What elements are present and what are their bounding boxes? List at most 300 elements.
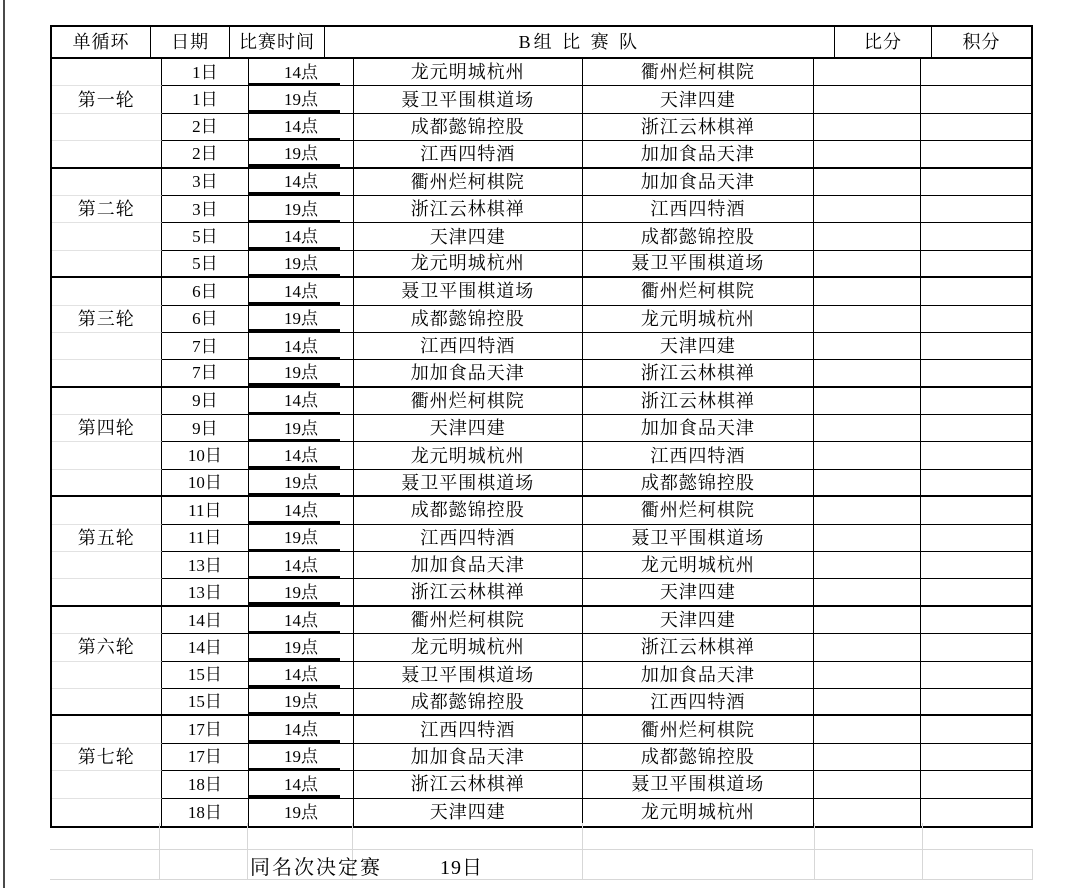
score-cell[interactable]	[814, 86, 922, 113]
round-label-cell[interactable]	[52, 552, 162, 579]
points-cell[interactable]	[921, 306, 1031, 333]
time-cell[interactable]	[249, 306, 354, 333]
score-cell[interactable]	[814, 306, 922, 333]
team1-cell-text: 龙元明城杭州	[410, 62, 525, 83]
points-cell[interactable]	[921, 799, 1031, 826]
score-cell[interactable]	[814, 662, 922, 689]
match-row	[52, 442, 1031, 469]
date-cell[interactable]	[162, 579, 250, 606]
header-cell-teams[interactable]	[325, 27, 835, 57]
points-cell[interactable]	[921, 114, 1031, 141]
header-date-text: 日期	[171, 32, 210, 52]
time-cell-text: 14点	[283, 227, 318, 247]
time-cell-text: 14点	[283, 281, 318, 301]
team1-cell-text: 江西四特酒	[420, 719, 516, 740]
team2-cell[interactable]	[583, 360, 814, 387]
time-cell[interactable]	[249, 169, 354, 196]
header-cell-time[interactable]	[230, 27, 325, 57]
time-underline	[249, 383, 340, 386]
date-cell-text: 1日	[192, 62, 218, 82]
time-cell[interactable]	[249, 196, 354, 223]
team1-cell[interactable]	[354, 59, 583, 86]
round-label-cell[interactable]	[52, 744, 162, 771]
header-teams-text: B组 比 赛 队	[518, 32, 641, 52]
points-cell[interactable]	[921, 59, 1031, 86]
date-cell[interactable]	[162, 86, 250, 113]
team2-cell[interactable]	[583, 579, 814, 606]
playoff-date: 19日	[440, 856, 483, 879]
team1-cell[interactable]	[354, 470, 583, 497]
points-cell[interactable]	[921, 662, 1031, 689]
grid-cell[interactable]	[923, 823, 1033, 850]
team1-cell-text: 成都懿锦控股	[410, 500, 525, 521]
time-cell[interactable]	[249, 141, 354, 168]
team2-cell[interactable]	[583, 306, 814, 333]
score-cell[interactable]	[814, 415, 922, 442]
date-cell[interactable]	[162, 634, 250, 661]
points-cell[interactable]	[921, 552, 1031, 579]
round-label-cell[interactable]	[52, 306, 162, 333]
date-cell[interactable]	[162, 278, 250, 305]
team2-cell[interactable]	[583, 333, 814, 360]
score-cell[interactable]	[814, 114, 922, 141]
time-cell[interactable]	[249, 607, 354, 634]
time-cell-text: 19点	[283, 582, 318, 602]
time-cell[interactable]	[249, 333, 354, 360]
team2-cell[interactable]	[583, 771, 814, 798]
time-underline	[249, 83, 340, 86]
score-cell[interactable]	[814, 223, 922, 250]
points-cell[interactable]	[921, 415, 1031, 442]
date-cell-text: 17日	[187, 747, 222, 767]
round-label-cell[interactable]	[52, 86, 162, 113]
time-cell-text: 19点	[283, 637, 318, 657]
points-cell[interactable]	[921, 579, 1031, 606]
date-cell[interactable]	[162, 744, 250, 771]
team2-cell[interactable]	[583, 251, 814, 278]
team1-cell-text: 加加食品天津	[410, 555, 525, 576]
time-underline	[249, 357, 340, 360]
team2-cell[interactable]	[583, 278, 814, 305]
score-cell[interactable]	[814, 196, 922, 223]
time-cell[interactable]	[249, 689, 354, 716]
date-cell-text: 2日	[192, 144, 218, 164]
score-cell[interactable]	[814, 607, 922, 634]
team2-cell[interactable]	[583, 86, 814, 113]
team1-cell[interactable]	[354, 278, 583, 305]
time-underline	[249, 192, 340, 195]
date-cell[interactable]	[162, 388, 250, 415]
team1-cell[interactable]	[354, 579, 583, 606]
date-cell[interactable]	[162, 552, 250, 579]
time-cell-text: 14点	[283, 172, 318, 192]
team1-cell-text: 成都懿锦控股	[410, 308, 525, 329]
match-row	[52, 634, 1031, 661]
team1-cell[interactable]	[354, 689, 583, 716]
team1-cell[interactable]	[354, 607, 583, 634]
score-cell[interactable]	[814, 525, 922, 552]
time-cell[interactable]	[249, 662, 354, 689]
time-cell[interactable]	[249, 579, 354, 606]
round-label-cell[interactable]	[52, 662, 162, 689]
grid-cell[interactable]	[160, 850, 248, 880]
round-label-cell[interactable]	[52, 716, 162, 743]
date-cell[interactable]	[162, 497, 250, 524]
match-row	[52, 141, 1031, 168]
time-underline	[249, 302, 340, 305]
points-cell[interactable]	[921, 716, 1031, 743]
header-cell-points[interactable]	[932, 27, 1031, 57]
team2-cell-text: 加加食品天津	[640, 418, 755, 439]
date-cell-text: 7日	[192, 336, 218, 356]
team1-cell[interactable]	[354, 497, 583, 524]
team1-cell[interactable]	[354, 388, 583, 415]
date-cell[interactable]	[162, 196, 250, 223]
team2-cell[interactable]	[583, 169, 814, 196]
time-underline	[249, 466, 340, 469]
team1-cell[interactable]	[354, 306, 583, 333]
team2-cell[interactable]	[583, 552, 814, 579]
round-label-cell[interactable]	[52, 579, 162, 606]
time-cell[interactable]	[249, 86, 354, 113]
grid-cell[interactable]	[248, 823, 353, 850]
team1-cell[interactable]	[354, 196, 583, 223]
points-cell[interactable]	[921, 442, 1031, 469]
score-cell[interactable]	[814, 251, 922, 278]
time-cell[interactable]	[249, 415, 354, 442]
team1-cell-text: 衢州烂柯棋院	[410, 171, 525, 192]
grid-cell[interactable]	[160, 823, 248, 850]
time-cell-text: 14点	[283, 500, 318, 520]
time-underline	[249, 631, 340, 634]
team1-cell[interactable]	[354, 114, 583, 141]
team2-cell[interactable]	[583, 497, 814, 524]
team1-cell[interactable]	[354, 251, 583, 278]
time-cell[interactable]	[249, 634, 354, 661]
team2-cell[interactable]	[583, 634, 814, 661]
points-cell[interactable]	[921, 470, 1031, 497]
date-cell[interactable]	[162, 251, 250, 278]
team1-cell[interactable]	[354, 223, 583, 250]
score-cell[interactable]	[814, 689, 922, 716]
points-cell[interactable]	[921, 251, 1031, 278]
time-cell[interactable]	[249, 442, 354, 469]
date-cell[interactable]	[162, 662, 250, 689]
time-cell[interactable]	[249, 497, 354, 524]
round-label-cell[interactable]	[52, 114, 162, 141]
date-cell[interactable]	[162, 223, 250, 250]
round-label-cell[interactable]	[52, 497, 162, 524]
team2-cell-text: 加加食品天津	[640, 664, 755, 685]
time-cell[interactable]	[249, 799, 354, 826]
date-cell[interactable]	[162, 333, 250, 360]
team1-cell-text: 天津四建	[429, 802, 506, 823]
date-cell[interactable]	[162, 114, 250, 141]
time-cell[interactable]	[249, 388, 354, 415]
time-cell[interactable]	[249, 716, 354, 743]
header-time-text: 比赛时间	[239, 32, 316, 52]
match-row	[52, 86, 1031, 113]
team2-cell[interactable]	[583, 799, 814, 826]
team2-cell[interactable]	[583, 716, 814, 743]
grid-cell[interactable]	[815, 850, 923, 880]
score-cell[interactable]	[814, 634, 922, 661]
points-cell[interactable]	[921, 141, 1031, 168]
score-cell[interactable]	[814, 141, 922, 168]
grid-cell[interactable]	[50, 850, 160, 880]
time-underline	[249, 712, 340, 715]
points-cell[interactable]	[921, 497, 1031, 524]
round-label-cell[interactable]	[52, 141, 162, 168]
team1-cell-text: 加加食品天津	[410, 746, 525, 767]
time-cell[interactable]	[249, 251, 354, 278]
team1-cell[interactable]	[354, 552, 583, 579]
team2-cell-text: 成都懿锦控股	[640, 746, 755, 767]
team1-cell[interactable]	[354, 333, 583, 360]
round-label-cell[interactable]	[52, 689, 162, 716]
date-cell[interactable]	[162, 771, 250, 798]
header-cell-score[interactable]	[835, 27, 932, 57]
team1-cell-text: 成都懿锦控股	[410, 691, 525, 712]
time-underline	[249, 493, 340, 496]
round-label-cell[interactable]	[52, 607, 162, 634]
time-cell-text: 19点	[283, 802, 318, 822]
team1-cell[interactable]	[354, 634, 583, 661]
team2-cell[interactable]	[583, 141, 814, 168]
date-cell[interactable]	[162, 689, 250, 716]
date-cell-text: 18日	[187, 802, 222, 822]
time-cell-text: 19点	[283, 253, 318, 273]
time-underline	[249, 329, 340, 332]
score-cell[interactable]	[814, 169, 922, 196]
round-label-cell[interactable]	[52, 415, 162, 442]
score-cell[interactable]	[814, 278, 922, 305]
round-label-cell[interactable]	[52, 196, 162, 223]
points-cell[interactable]	[921, 771, 1031, 798]
time-cell[interactable]	[249, 552, 354, 579]
team1-cell[interactable]	[354, 442, 583, 469]
score-cell[interactable]	[814, 470, 922, 497]
team2-cell[interactable]	[583, 662, 814, 689]
team2-cell[interactable]	[583, 114, 814, 141]
team2-cell[interactable]	[583, 607, 814, 634]
team2-cell-text: 龙元明城杭州	[640, 555, 755, 576]
time-cell-text: 19点	[283, 692, 318, 712]
grid-cell[interactable]	[353, 823, 583, 850]
time-cell[interactable]	[249, 525, 354, 552]
team2-cell[interactable]	[583, 388, 814, 415]
grid-cell[interactable]	[923, 850, 1033, 880]
playoff-label: 同名次决定赛	[250, 856, 382, 879]
round-label-cell-text: 第二轮	[77, 199, 135, 220]
points-cell[interactable]	[921, 607, 1031, 634]
time-cell[interactable]	[249, 771, 354, 798]
date-cell-text: 10日	[187, 446, 222, 466]
date-cell[interactable]	[162, 306, 250, 333]
grid-cell[interactable]	[583, 850, 815, 880]
points-cell[interactable]	[921, 689, 1031, 716]
round-label-cell[interactable]	[52, 799, 162, 826]
team2-cell[interactable]	[583, 59, 814, 86]
playoff-row	[50, 850, 1033, 880]
score-cell[interactable]	[814, 716, 922, 743]
score-cell[interactable]	[814, 497, 922, 524]
points-cell[interactable]	[921, 333, 1031, 360]
team2-cell-text: 龙元明城杭州	[640, 308, 755, 329]
team1-cell[interactable]	[354, 771, 583, 798]
team1-cell[interactable]	[354, 744, 583, 771]
team2-cell[interactable]	[583, 470, 814, 497]
team2-cell-text: 天津四建	[659, 582, 736, 603]
team1-cell[interactable]	[354, 360, 583, 387]
points-cell[interactable]	[921, 169, 1031, 196]
header-score-text: 比分	[863, 32, 902, 52]
team2-cell[interactable]	[583, 442, 814, 469]
team2-cell[interactable]	[583, 196, 814, 223]
score-cell[interactable]	[814, 59, 922, 86]
grid-cell[interactable]	[815, 823, 923, 850]
score-cell[interactable]	[814, 360, 922, 387]
date-cell-text: 13日	[187, 582, 222, 602]
time-cell[interactable]	[249, 470, 354, 497]
round-label-cell-text: 第一轮	[77, 89, 135, 110]
team2-cell-text: 衢州烂柯棋院	[640, 62, 755, 83]
round-label-cell[interactable]	[52, 223, 162, 250]
date-cell[interactable]	[162, 59, 250, 86]
team2-cell[interactable]	[583, 223, 814, 250]
time-cell-text: 19点	[283, 363, 318, 383]
points-cell[interactable]	[921, 278, 1031, 305]
grid-cell[interactable]	[583, 823, 815, 850]
team2-cell-text: 成都懿锦控股	[640, 472, 755, 493]
round-label-cell[interactable]	[52, 470, 162, 497]
time-cell-text: 14点	[283, 555, 318, 575]
time-underline	[249, 795, 340, 798]
round-label-cell[interactable]	[52, 169, 162, 196]
score-cell[interactable]	[814, 442, 922, 469]
date-cell[interactable]	[162, 799, 250, 826]
team2-cell-text: 聂卫平围棋道场	[631, 527, 765, 548]
points-cell[interactable]	[921, 196, 1031, 223]
time-underline	[249, 685, 340, 688]
date-cell[interactable]	[162, 169, 250, 196]
points-cell[interactable]	[921, 634, 1031, 661]
score-cell[interactable]	[814, 388, 922, 415]
time-cell[interactable]	[249, 223, 354, 250]
time-underline	[249, 658, 340, 661]
round-label-cell[interactable]	[52, 360, 162, 387]
date-cell-text: 18日	[187, 774, 222, 794]
time-underline	[249, 549, 340, 552]
round-label-cell[interactable]	[52, 771, 162, 798]
score-cell[interactable]	[814, 552, 922, 579]
round-label-cell[interactable]	[52, 251, 162, 278]
schedule-table	[50, 25, 1033, 828]
points-cell[interactable]	[921, 525, 1031, 552]
date-cell[interactable]	[162, 716, 250, 743]
round-label-cell-text: 第五轮	[77, 527, 135, 548]
time-cell-text: 19点	[283, 528, 318, 548]
team1-cell-text: 天津四建	[429, 418, 506, 439]
date-cell-text: 3日	[192, 172, 218, 192]
team2-cell[interactable]	[583, 415, 814, 442]
time-cell[interactable]	[249, 278, 354, 305]
points-cell[interactable]	[921, 360, 1031, 387]
score-cell[interactable]	[814, 333, 922, 360]
team1-cell[interactable]	[354, 415, 583, 442]
date-cell[interactable]	[162, 415, 250, 442]
points-cell[interactable]	[921, 388, 1031, 415]
match-row	[52, 771, 1031, 798]
date-cell-text: 6日	[192, 281, 218, 301]
round-label-cell[interactable]	[52, 442, 162, 469]
round-label-cell[interactable]	[52, 278, 162, 305]
date-cell[interactable]	[162, 607, 250, 634]
time-underline	[249, 768, 340, 771]
time-underline	[249, 274, 340, 277]
time-cell[interactable]	[249, 360, 354, 387]
round-label-cell[interactable]	[52, 333, 162, 360]
score-cell[interactable]	[814, 799, 922, 826]
team2-cell-text: 衢州烂柯棋院	[640, 719, 755, 740]
date-cell-text: 7日	[192, 363, 218, 383]
team1-cell-text: 聂卫平围棋道场	[401, 89, 535, 110]
header-cell-date[interactable]	[151, 27, 230, 57]
date-cell[interactable]	[162, 360, 250, 387]
date-cell[interactable]	[162, 141, 250, 168]
points-cell[interactable]	[921, 744, 1031, 771]
team1-cell-text: 龙元明城杭州	[410, 253, 525, 274]
match-row	[52, 744, 1031, 771]
score-cell[interactable]	[814, 579, 922, 606]
empty-grid-row	[50, 823, 1033, 850]
score-cell[interactable]	[814, 744, 922, 771]
match-row	[52, 689, 1031, 716]
round-label-cell[interactable]	[52, 59, 162, 86]
date-cell[interactable]	[162, 442, 250, 469]
time-cell[interactable]	[249, 114, 354, 141]
round-label-cell[interactable]	[52, 634, 162, 661]
team1-cell[interactable]	[354, 662, 583, 689]
time-cell[interactable]	[249, 59, 354, 86]
team2-cell[interactable]	[583, 689, 814, 716]
date-cell[interactable]	[162, 525, 250, 552]
team1-cell-text: 聂卫平围棋道场	[401, 664, 535, 685]
team1-cell-text: 浙江云林棋禅	[410, 582, 525, 603]
team1-cell[interactable]	[354, 525, 583, 552]
team2-cell[interactable]	[583, 744, 814, 771]
round-label-cell[interactable]	[52, 388, 162, 415]
time-underline	[249, 521, 340, 524]
time-cell[interactable]	[249, 744, 354, 771]
team1-cell[interactable]	[354, 141, 583, 168]
points-cell[interactable]	[921, 223, 1031, 250]
team2-cell[interactable]	[583, 525, 814, 552]
score-cell[interactable]	[814, 771, 922, 798]
points-cell[interactable]	[921, 86, 1031, 113]
header-cell-round[interactable]	[52, 27, 151, 57]
team1-cell[interactable]	[354, 169, 583, 196]
date-cell[interactable]	[162, 470, 250, 497]
date-cell-text: 3日	[192, 199, 218, 219]
team1-cell[interactable]	[354, 799, 583, 826]
team1-cell-text: 江西四特酒	[420, 143, 516, 164]
time-cell-text: 14点	[283, 720, 318, 740]
team1-cell[interactable]	[354, 86, 583, 113]
grid-cell[interactable]	[50, 823, 160, 850]
team1-cell[interactable]	[354, 716, 583, 743]
round-label-cell[interactable]	[52, 525, 162, 552]
